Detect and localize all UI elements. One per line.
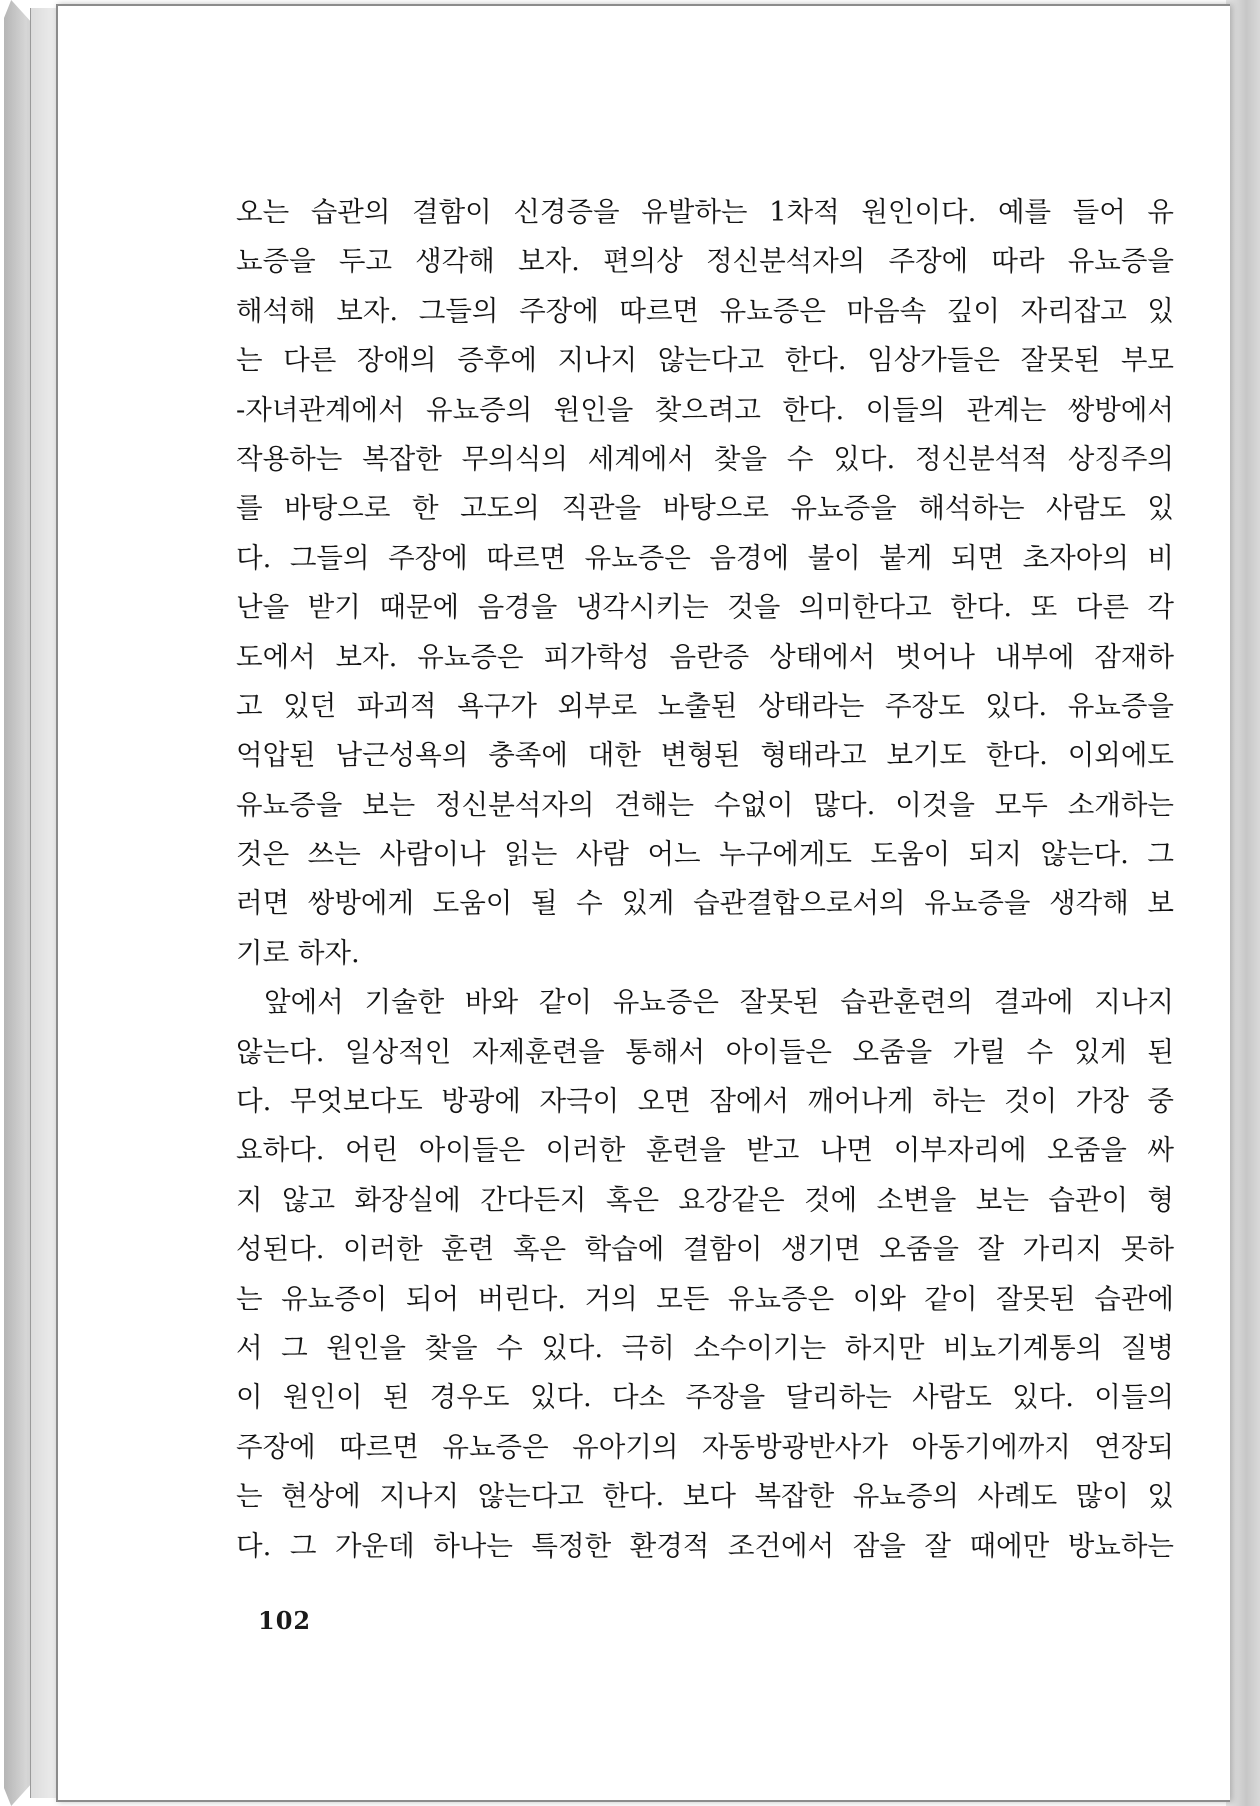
text-line: 고 있던 파괴적 욕구가 외부로 노출된 상태라는 주장도 있다. 유뇨증을 bbox=[236, 689, 1174, 722]
paragraph-start-line: 앞에서 기술한 바와 같이 유뇨증은 잘못된 습관훈련의 결과에 지나지 bbox=[264, 986, 1174, 1019]
body-text bbox=[236, 188, 1174, 1571]
text-line: 요하다. 어린 아이들은 이러한 훈련을 받고 나면 이부자리에 오줌을 싸 bbox=[236, 1134, 1174, 1167]
text-line: 서 그 원인을 찾을 수 있다. 극히 소수이기는 하지만 비뇨기계통의 질병 bbox=[236, 1331, 1174, 1364]
text-line: 다. 무엇보다도 방광에 자극이 오면 잠에서 깨어나게 하는 것이 가장 중 bbox=[236, 1085, 1174, 1118]
text-line: 않는다. 일상적인 자제훈련을 통해서 아이들은 오줌을 가릴 수 있게 된 bbox=[236, 1035, 1174, 1068]
text-line: 것은 쓰는 사람이나 읽는 사람 어느 누구에게도 도움이 되지 않는다. 그 bbox=[236, 838, 1174, 871]
page-right-shadow bbox=[1226, 0, 1260, 1806]
text-line: 주장에 따르면 유뇨증은 유아기의 자동방광반사가 아동기에까지 연장되 bbox=[236, 1430, 1174, 1463]
text-line: 다. 그들의 주장에 따르면 유뇨증은 음경에 불이 붙게 되면 초자아의 비 bbox=[236, 541, 1174, 574]
text-line: 유뇨증을 보는 정신분석자의 견해는 수없이 많다. 이것을 모두 소개하는 bbox=[236, 788, 1174, 821]
text-line: 이 원인이 된 경우도 있다. 다소 주장을 달리하는 사람도 있다. 이들의 bbox=[236, 1381, 1174, 1414]
text-line: -자녀관계에서 유뇨증의 원인을 찾으려고 한다. 이들의 관계는 쌍방에서 bbox=[236, 393, 1174, 426]
text-line: 뇨증을 두고 생각해 보자. 편의상 정신분석자의 주장에 따라 유뇨증을 bbox=[236, 245, 1174, 278]
text-line: 작용하는 복잡한 무의식의 세계에서 찾을 수 있다. 정신분석적 상징주의 bbox=[236, 442, 1174, 475]
text-line: 억압된 남근성욕의 충족에 대한 변형된 형태라고 보기도 한다. 이외에도 bbox=[236, 739, 1174, 772]
paragraph-end-line: 기로 하자. bbox=[236, 936, 360, 969]
text-line: 해석해 보자. 그들의 주장에 따르면 유뇨증은 마음속 깊이 자리잡고 있 bbox=[236, 294, 1174, 327]
text-line: 를 바탕으로 한 고도의 직관을 바탕으로 유뇨증을 해석하는 사람도 있 bbox=[236, 492, 1174, 525]
text-line: 러면 쌍방에게 도움이 될 수 있게 습관결합으로서의 유뇨증을 생각해 보 bbox=[236, 887, 1174, 920]
text-line: 성된다. 이러한 훈련 혹은 학습에 결함이 생기면 오줌을 잘 가리지 못하 bbox=[236, 1233, 1174, 1266]
text-line: 다. 그 가운데 하나는 특정한 환경적 조건에서 잠을 잘 때에만 방뇨하는 bbox=[236, 1529, 1174, 1562]
text-line: 오는 습관의 결함이 신경증을 유발하는 1차적 원인이다. 예를 들어 유 bbox=[236, 196, 1174, 228]
text-line: 는 유뇨증이 되어 버린다. 거의 모든 유뇨증은 이와 같이 잘못된 습관에 bbox=[236, 1282, 1174, 1315]
book-page bbox=[56, 4, 1230, 1802]
text-line: 도에서 보자. 유뇨증은 피가학성 음란증 상태에서 벗어나 내부에 잠재하 bbox=[236, 640, 1174, 673]
text-line: 난을 받기 때문에 음경을 냉각시키는 것을 의미한다고 한다. 또 다른 각 bbox=[236, 591, 1174, 624]
page-number: 102 bbox=[258, 1606, 312, 1635]
text-line: 는 현상에 지나지 않는다고 한다. 보다 복잡한 유뇨증의 사례도 많이 있 bbox=[236, 1480, 1174, 1513]
text-line: 는 다른 장애의 증후에 지나지 않는다고 한다. 임상가들은 잘못된 부모 bbox=[236, 344, 1174, 377]
text-line: 지 않고 화장실에 간다든지 혹은 요강같은 것에 소변을 보는 습관이 형 bbox=[236, 1183, 1174, 1216]
